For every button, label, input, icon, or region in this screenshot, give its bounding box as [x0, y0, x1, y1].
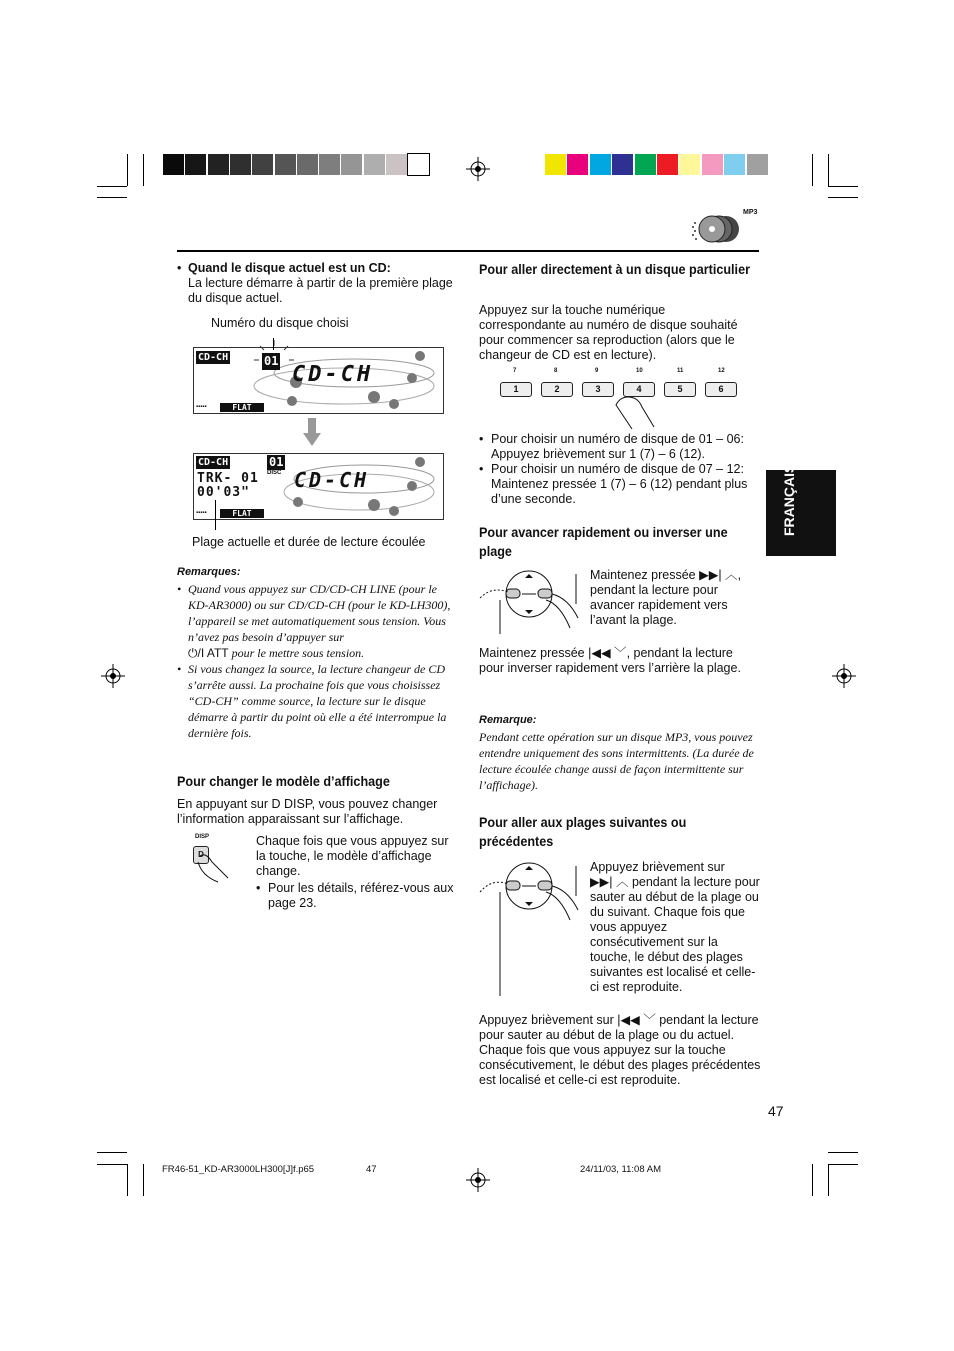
lcd-large-text: CD-CH [294, 468, 370, 492]
control-pad-illustration [478, 568, 584, 638]
color-swatch [724, 154, 745, 175]
number-key-4: 4 [623, 382, 655, 397]
color-swatch [747, 154, 768, 175]
bullet-heading: Quand le disque actuel est un CD: [188, 261, 391, 275]
gray-swatch [163, 154, 184, 175]
page-number: 47 [768, 1103, 784, 1119]
direct-disc-text: Appuyez sur la touche numérique correspondante au numéro de disque souhaité pour commencer sa reproduction (alors que le changeur de CD est en lecture). [479, 303, 738, 362]
section-title-fast: Pour avancer rapidement ou inverser une plage [479, 524, 728, 559]
bullet-item: • Pour choisir un numéro de disque de 01 – 06: Appuyez brièvement sur 1 (7) – 6 (12). [479, 432, 759, 462]
section-title-direct-disc: Pour aller directement à un disque particulier [479, 261, 750, 277]
language-tab: FRANÇAIS [766, 470, 836, 556]
mp3-disc-icon [690, 209, 760, 245]
lcd-display-disc-number: CD-CH 01 CD-CH ▪▪▪▪▪ FLAT [193, 347, 444, 414]
display-description: Chaque fois que vous appuyez sur la touche, le modèle d’affichage change. [256, 834, 449, 878]
registration-mark-icon [832, 664, 856, 688]
lcd-disc-number: 01 [264, 354, 279, 368]
arrow-down-icon [303, 418, 321, 446]
color-swatch [545, 154, 566, 175]
remark-item: • Si vous changez la source, la lecture changeur de CD s’arrête aussi. La prochaine fois que vous choisissez “CD-CH” comme source, la lecture sur le disque démarre à partir du point où elle a été interrompue la dernière fois. [177, 662, 447, 740]
top-rule [177, 250, 759, 252]
gray-swatch [297, 154, 318, 175]
color-swatch [635, 154, 656, 175]
current-cd-bullet: • Quand le disque actuel est un CD: La lecture démarre à partir de la première plage du disque actuel. [177, 261, 453, 305]
gray-swatch [408, 154, 429, 175]
skip-forward-text: Appuyez brièvement sur ▶▶| ︿ pendant la lecture pour sauter au début de la plage ou du suivant. Chaque fois que vous appuyez consécutivement sur la touche, le début des plages suivantes est localisé et celle-ci est reproduite. [590, 860, 760, 994]
number-key-alt-label: 11 [677, 368, 684, 374]
remark-title: Remarque: [479, 714, 537, 726]
caption-leader-line [215, 500, 216, 530]
direct-disc-bullets [479, 432, 759, 507]
disp-label: DISP [195, 834, 210, 840]
disp-key: D [193, 846, 209, 864]
skip-forward-icon: ▶▶| ︿ [590, 875, 629, 889]
footer-date: 24/11/03, 11:08 AM [580, 1164, 661, 1175]
gray-swatch [364, 154, 385, 175]
color-swatch [679, 154, 700, 175]
gray-swatch [275, 154, 296, 175]
caption-leader-line [273, 338, 274, 350]
lcd-track-line: TRK- 01 [197, 471, 259, 486]
gray-swatch [319, 154, 340, 175]
skip-back-icon: |◀◀ ﹀ [588, 646, 627, 660]
fast-forward-text: Maintenez pressée ▶▶| ︿, pendant la lecture pour avancer rapidement vers l’avant la plage. [590, 568, 742, 627]
skip-forward-icon: ▶▶| ︿ [699, 568, 738, 582]
color-swatch [702, 154, 723, 175]
section-title-skip: Pour aller aux plages suivantes ou précédentes [479, 814, 687, 849]
number-key-1: 1 [500, 382, 532, 397]
number-key-5: 5 [664, 382, 696, 397]
fast-reverse-text: Maintenez pressée |◀◀ ﹀, pendant la lecture pour inverser rapidement vers l’arrière la plage. [479, 646, 741, 675]
remark-item: • Quand vous appuyez sur CD/CD-CH LINE (pour le KD-AR3000) ou sur CD/CD-CH (pour le KD-LH300), l’appareil se met automatiquement sous tension. Vous n’avez pas besoin d’appuyer sur ⏻/I ATT pour le mettre sous tension. [177, 582, 451, 660]
lcd-display-track-time: CD-CH 01 DISC TRK- 01 00'03" CD-CH ▪▪▪▪▪ FLAT [193, 453, 444, 520]
lcd-source-label: CD-CH [198, 457, 229, 468]
remarks-list [177, 581, 457, 741]
lcd-disc-label: DISC [267, 470, 282, 476]
gray-swatch [386, 154, 407, 175]
control-pad-illustration [478, 860, 584, 1000]
number-key-alt-label: 12 [718, 368, 725, 374]
gray-swatch [252, 154, 273, 175]
skip-back-icon: |◀◀ ﹀ [617, 1013, 656, 1027]
registration-mark-icon [466, 157, 490, 181]
gray-swatch [208, 154, 229, 175]
figure2-caption: Plage actuelle et durée de lecture écoulée [192, 535, 426, 549]
finger-pressing-icon [612, 391, 662, 431]
bullet-item: • Pour choisir un numéro de disque de 07 – 12: Maintenez pressée 1 (7) – 6 (12) pendant plus d’une seconde. [479, 462, 759, 507]
color-swatch [567, 154, 588, 175]
section-display-text: En appuyant sur D DISP, vous pouvez changer l’information apparaissant sur l’affichage. [177, 797, 438, 826]
color-swatch [590, 154, 611, 175]
color-swatch [612, 154, 633, 175]
lcd-source-label: CD-CH [198, 352, 229, 363]
number-key-alt-label: 10 [636, 368, 643, 374]
footer-filename: FR46-51_KD-AR3000LH300[J]f.p65 [162, 1164, 315, 1175]
mp3-label: MP3 [743, 209, 758, 216]
registration-mark-icon [466, 1168, 490, 1192]
gray-swatch [230, 154, 251, 175]
remarks-title: Remarques: [177, 566, 241, 578]
number-key-alt-label: 9 [595, 368, 599, 374]
number-key-alt-label: 7 [513, 368, 517, 374]
figure1-caption: Numéro du disque choisi [211, 316, 349, 330]
footer-page: 47 [366, 1164, 377, 1175]
number-key-2: 2 [541, 382, 573, 397]
bullet-text: La lecture démarre à partir de la première plage du disque actuel. [188, 276, 453, 305]
gray-swatch [185, 154, 206, 175]
registration-mark-icon [101, 664, 125, 688]
number-key-3: 3 [582, 382, 614, 397]
lcd-eq-label: FLAT [220, 509, 264, 518]
section-title-display: Pour changer le modèle d’affichage [177, 773, 390, 789]
finger-icon [192, 848, 242, 884]
number-key-6: 6 [705, 382, 737, 397]
lcd-disc-number: 01 [269, 455, 284, 469]
color-swatch [657, 154, 678, 175]
skip-reverse-text: Appuyez brièvement sur |◀◀ ﹀ pendant la lecture pour sauter au début de la plage ou du actuel. Chaque fois que vous appuyez sur la touche consécutivement, le début des plages précédentes est localisé et celle-ci est reproduite. [479, 1013, 761, 1087]
lcd-time-line: 00'03" [197, 485, 250, 500]
disp-button-illustration [192, 834, 242, 884]
lcd-eq-label: FLAT [220, 403, 264, 412]
remark-text: Pendant cette opération sur un disque MP3, vous pouvez entendre uniquement des sons intermittents. (La durée de lecture écoulée change aussi de façon intermittente sur l’affichage). [479, 730, 754, 792]
lcd-large-text: CD-CH [292, 362, 374, 387]
number-key-alt-label: 8 [554, 368, 558, 374]
display-bullet: • Pour les détails, référez-vous aux page 23. [256, 881, 456, 911]
gray-swatch [341, 154, 362, 175]
